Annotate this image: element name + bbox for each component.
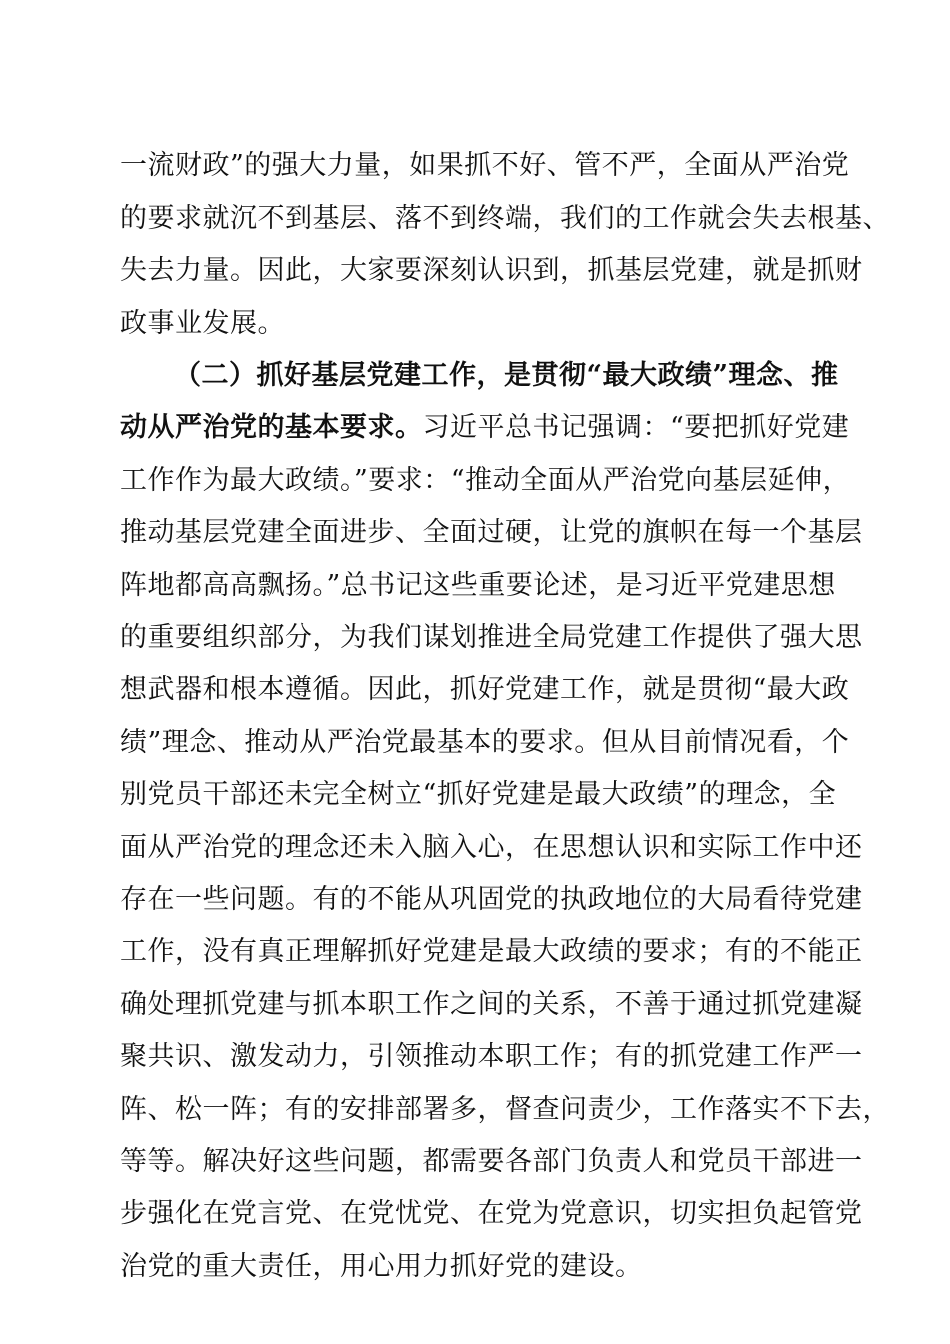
- paragraph-2-line: 别党员干部还未完全树立“抓好党建是最大政绩”的理念，全: [120, 779, 837, 810]
- paragraph-2-line: 想武器和根本遵循。因此，抓好党建工作，就是贯彻“最大政: [120, 674, 850, 705]
- paragraph-2-line: 绩”理念、推动从严治党最基本的要求。但从目前情况看，个: [120, 727, 850, 758]
- paragraph-2-line: 存在一些问题。有的不能从巩固党的执政地位的大局看待党建: [120, 884, 863, 915]
- paragraph-2-line: 的重要组织部分，为我们谋划推进全局党建工作提供了强大思: [120, 622, 863, 653]
- paragraph-1-line-2: 的要求就沉不到基层、落不到终端，我们的工作就会失去根基、: [120, 203, 890, 234]
- paragraph-2-line: 聚共识、激发动力，引领推动本职工作；有的抓党建工作严一: [120, 1041, 863, 1072]
- paragraph-2-heading-line-2: 动从严治党的基本要求。: [120, 412, 423, 443]
- paragraph-2-line: 确处理抓党建与抓本职工作之间的关系，不善于通过抓党建凝: [120, 989, 863, 1020]
- paragraph-2-line: 面从严治党的理念还未入脑入心，在思想认识和实际工作中还: [120, 832, 863, 863]
- paragraph-2-line-2: [120, 405, 850, 451]
- paragraph-2-line: 阵地都高高飘扬。”总书记这些重要论述，是习近平党建思想: [120, 570, 836, 601]
- paragraph-1-line-1: 一流财政”的强大力量，如果抓不好、管不严，全面从严治党: [120, 150, 850, 181]
- paragraph-2-line: 工作，没有真正理解抓好党建是最大政绩的要求；有的不能正: [120, 936, 863, 967]
- paragraph-2-line: 等等。解决好这些问题，都需要各部门负责人和党员干部进一: [120, 1146, 863, 1177]
- paragraph-1-line-4: 政事业发展。: [120, 308, 285, 339]
- paragraph-2-line-last: 治党的重大责任，用心用力抓好党的建设。: [120, 1251, 643, 1282]
- paragraph-2-line: 工作作为最大政绩。”要求：“推动全面从严治党向基层延伸，: [120, 465, 851, 496]
- paragraph-2-line-2-rest: 习近平总书记强调：“要把抓好党建: [422, 412, 850, 443]
- paragraph-2-heading-line-1: （二）抓好基层党建工作，是贯彻“最大政绩”理念、推: [174, 360, 839, 391]
- paragraph-2-line: 阵、松一阵；有的安排部署多，督查问责少，工作落实不下去，: [120, 1094, 890, 1125]
- paragraph-1-line-3: 失去力量。因此，大家要深刻认识到，抓基层党建，就是抓财: [120, 255, 863, 286]
- paragraph-2-line: 步强化在党言党、在党忧党、在党为党意识，切实担负起管党: [120, 1198, 863, 1229]
- paragraph-2-line: 推动基层党建全面进步、全面过硬，让党的旗帜在每一个基层: [120, 517, 863, 548]
